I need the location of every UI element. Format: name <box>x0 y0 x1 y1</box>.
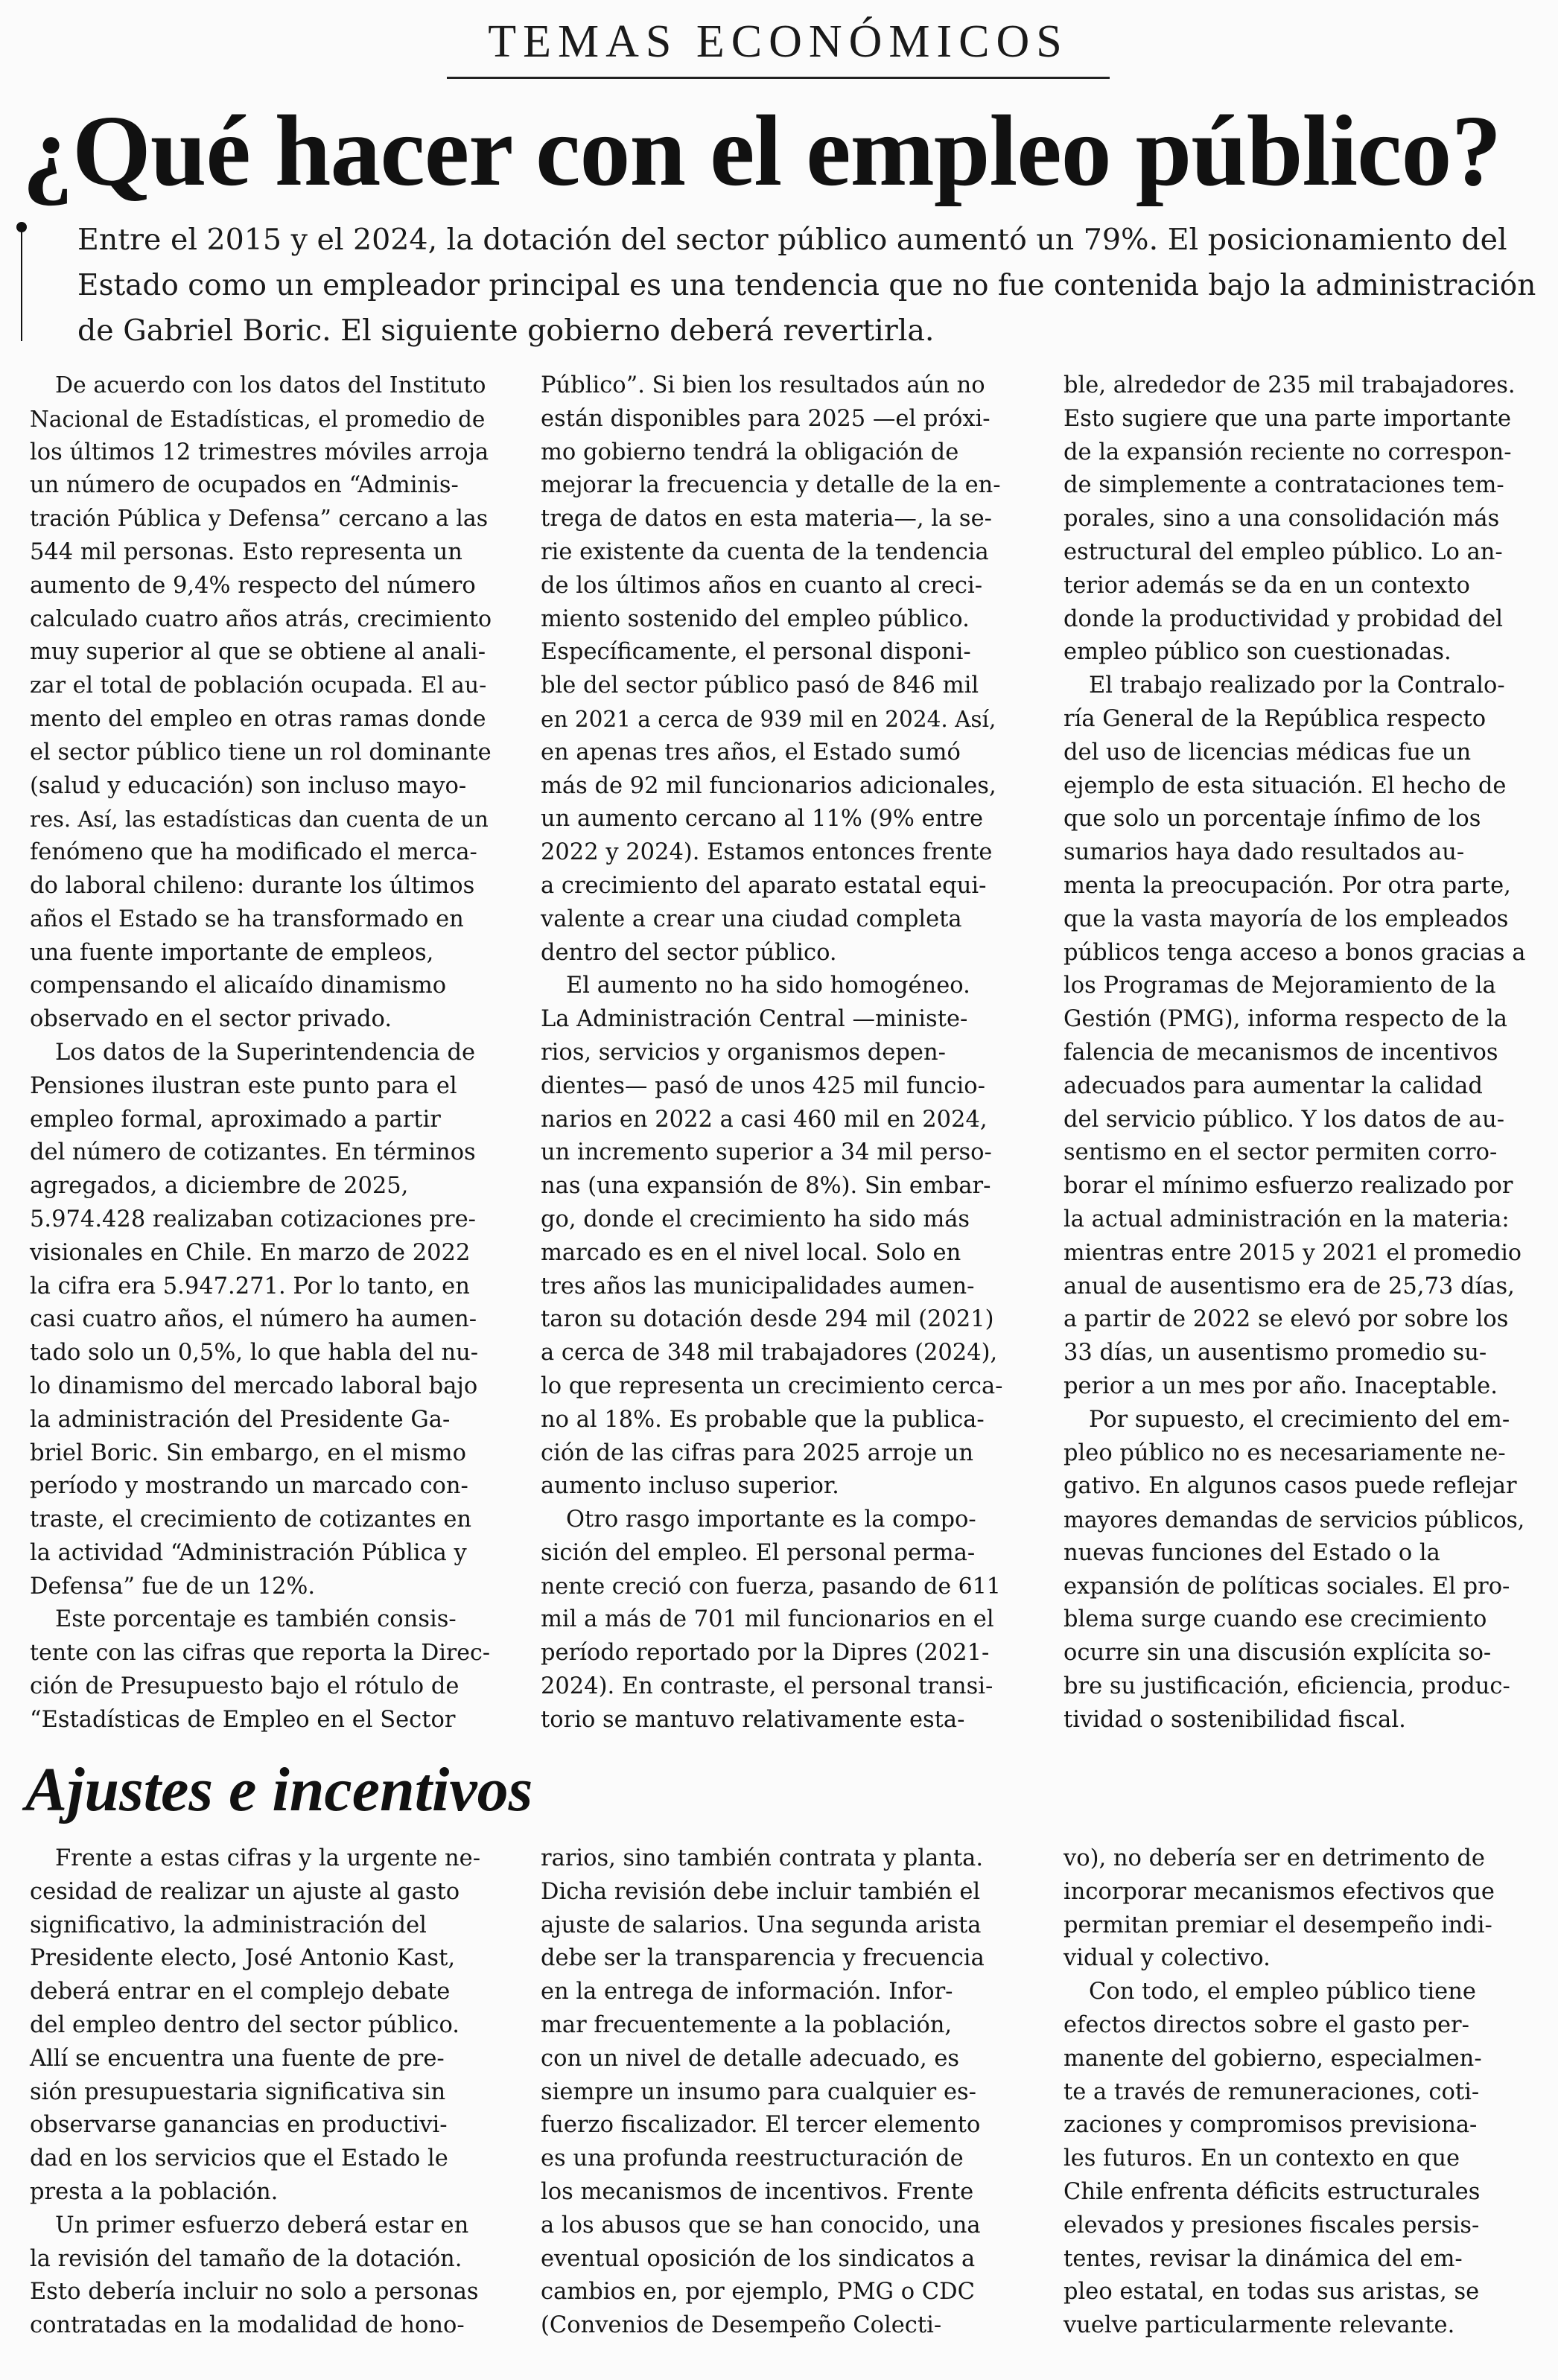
text-line: “Estadísticas de Empleo en el Sector <box>30 1706 456 1733</box>
text-line: de simplemente a contrataciones tem- <box>1063 472 1504 499</box>
body-column-2 <box>541 369 1002 1737</box>
text-line: la actual administración en la materia: <box>1063 1206 1510 1232</box>
text-line: bre su justificación, eficiencia, produc- <box>1063 1673 1510 1700</box>
text-line: Por supuesto, el crecimiento del em- <box>1089 1406 1510 1433</box>
text-line: mo gobierno tendrá la obligación de <box>541 439 959 465</box>
text-line: res. Así, las estadísticas dan cuenta de un <box>30 806 489 833</box>
text-line: efectos directos sobre el gasto per- <box>1063 2011 1469 2038</box>
text-line: briel Boric. Sin embargo, en el mismo <box>30 1439 466 1466</box>
text-line: ocurre sin una discusión explícita so- <box>1063 1640 1492 1667</box>
text-line: sumarios haya dado resultados au- <box>1063 839 1465 866</box>
text-line: cambios en, por ejemplo, PMG o CDC <box>541 2279 975 2306</box>
text-line: muy superior al que se obtiene al anali- <box>30 639 486 666</box>
text-line: tividad o sostenibilidad fiscal. <box>1063 1706 1406 1733</box>
text-line: tres años las municipalidades aumen- <box>541 1273 975 1299</box>
text-line: borar el mínimo esfuerzo realizado por <box>1063 1173 1513 1200</box>
text-line: mejorar la frecuencia y detalle de la en- <box>541 472 1001 499</box>
text-line: Nacional de Estadísticas, el promedio de <box>30 406 486 432</box>
text-line: siempre un insumo para cualquier es- <box>541 2078 976 2105</box>
text-line: del servicio público. Y los datos de au- <box>1063 1106 1505 1133</box>
text-line: ajuste de salarios. Una segunda arista <box>541 1912 982 1938</box>
text-line: perior a un mes por año. Inaceptable. <box>1063 1372 1498 1399</box>
text-line: que solo un porcentaje ínfimo de los <box>1063 806 1481 833</box>
bottom-column-3 <box>1063 1842 1525 2343</box>
text-line: incorporar mecanismos efectivos que <box>1063 1878 1495 1905</box>
text-line: años el Estado se ha transformado en <box>30 906 464 932</box>
dek <box>77 217 1537 354</box>
text-line: 33 días, un ausentismo promedio su- <box>1063 1340 1487 1366</box>
text-line: presta a la población. <box>30 2178 279 2205</box>
text-line: 5.974.428 realizaban cotizaciones pre- <box>30 1206 476 1232</box>
text-line: taron su dotación desde 294 mil (2021) <box>541 1306 994 1333</box>
text-line: no al 18%. Es probable que la publica- <box>541 1406 985 1433</box>
text-line: compensando el alicaído dinamismo <box>30 973 447 999</box>
text-line: a crecimiento del aparato estatal equi- <box>541 872 987 899</box>
text-line: del uso de licencias médicas fue un <box>1063 739 1472 766</box>
text-line: sentismo en el sector permiten corro- <box>1063 1139 1498 1166</box>
text-line: rios, servicios y organismos depen- <box>541 1039 946 1066</box>
text-line: Defensa” fue de un 12%. <box>30 1573 316 1600</box>
text-line: deberá entrar en el complejo debate <box>30 1979 451 2005</box>
text-line: ble del sector público pasó de 846 mil <box>541 672 979 699</box>
text-line: aumento de 9,4% respecto del número <box>30 572 476 599</box>
text-line: Dicha revisión debe incluir también el <box>541 1878 981 1905</box>
text-line: mientras entre 2015 y 2021 el promedio <box>1063 1239 1522 1266</box>
text-line: vuelve particularmente relevante. <box>1063 2312 1455 2339</box>
text-line: debe ser la transparencia y frecuencia <box>541 1945 985 1972</box>
text-line: ción de las cifras para 2025 arroje un <box>541 1439 974 1466</box>
text-line: dad en los servicios que el Estado le <box>30 2145 448 2172</box>
text-line: pleo público no es necesariamente ne- <box>1063 1439 1506 1466</box>
text-line: ría General de la República respecto <box>1063 705 1487 732</box>
text-line: Esto sugiere que una parte importante <box>1063 405 1512 432</box>
text-line: adecuados para aumentar la calidad <box>1063 1072 1483 1099</box>
text-line: un número de ocupados en “Adminis- <box>30 472 459 499</box>
body-column-3 <box>1063 369 1525 1737</box>
section-rule <box>447 77 1110 79</box>
text-line: zaciones y compromisos previsiona- <box>1063 2112 1478 2139</box>
body-column-1 <box>30 369 492 1737</box>
text-line: ble, alrededor de 235 mil trabajadores. <box>1063 372 1516 398</box>
section-header <box>447 13 1110 79</box>
text-line: mento del empleo en otras ramas donde <box>30 705 486 732</box>
text-line: dientes— pasó de unos 425 mil funcio- <box>541 1072 985 1099</box>
text-line: marcado es en el nivel local. Solo en <box>541 1239 961 1266</box>
text-line: lo dinamismo del mercado laboral bajo <box>30 1372 478 1399</box>
text-line: vidual y colectivo. <box>1063 1945 1271 1972</box>
text-line: torio se mantuvo relativamente esta- <box>541 1706 965 1733</box>
text-line: fuerzo fiscalizador. El tercer elemento <box>541 2112 981 2139</box>
text-line: mayores demandas de servicios públicos, <box>1063 1507 1525 1533</box>
text-line: 544 mil personas. Esto representa un <box>30 538 462 565</box>
text-line: en apenas tres años, el Estado sumó <box>541 739 961 766</box>
text-line: terior además se da en un contexto <box>1063 572 1470 599</box>
text-line: Gestión (PMG), informa respecto de la <box>1063 1006 1507 1033</box>
subhead: Ajustes e incentivos <box>25 1755 533 1824</box>
dek-line: Entre el 2015 y el 2024, la dotación del sector público aumentó un 79%. El posicionamiento del <box>77 223 1507 257</box>
text-line: del empleo dentro del sector público. <box>30 2011 460 2038</box>
text-line: agregados, a diciembre de 2025, <box>30 1173 409 1200</box>
text-line: Los datos de la Superintendencia de <box>55 1039 476 1066</box>
text-line: porales, sino a una consolidación más <box>1063 506 1500 532</box>
text-line: narios en 2022 a casi 460 mil en 2024, <box>541 1106 988 1133</box>
text-line: donde la productividad y probidad del <box>1063 605 1503 632</box>
text-line: nuevas funciones del Estado o la <box>1063 1539 1440 1566</box>
text-line: menta la preocupación. Por otra parte, <box>1063 872 1511 899</box>
text-line: trega de datos en esta materia—, la se- <box>541 506 992 532</box>
text-line: rarios, sino también contrata y planta. <box>541 1845 984 1871</box>
text-line: la administración del Presidente Ga- <box>30 1406 451 1433</box>
text-line: los mecanismos de incentivos. Frente <box>541 2178 974 2205</box>
text-line: Pensiones ilustran este punto para el <box>30 1072 457 1099</box>
text-line: mil a más de 701 mil funcionarios en el <box>541 1606 994 1633</box>
text-line: los últimos 12 trimestres móviles arroja <box>30 439 489 465</box>
text-line: gativo. En algunos casos puede reflejar <box>1063 1473 1517 1500</box>
text-line: estructural del empleo público. Lo an- <box>1063 538 1503 565</box>
text-line: Específicamente, el personal disponi- <box>541 639 971 666</box>
text-line: tado solo un 0,5%, lo que habla del nu- <box>30 1340 479 1366</box>
text-line: un incremento superior a 34 mil perso- <box>541 1139 992 1166</box>
bottom-column-1 <box>30 1842 492 2343</box>
text-line: eventual oposición de los sindicatos a <box>541 2245 976 2272</box>
text-line: la cifra era 5.947.271. Por lo tanto, en <box>30 1273 470 1299</box>
section-title: TEMAS ECONÓMICOS <box>488 16 1069 67</box>
text-line: observarse ganancias en productivi- <box>30 2112 448 2139</box>
text-line: go, donde el crecimiento ha sido más <box>541 1206 970 1232</box>
text-line: calculado cuatro años atrás, crecimiento <box>30 605 492 632</box>
text-line: empleo público son cuestionadas. <box>1063 639 1452 666</box>
text-line: a cerca de 348 mil trabajadores (2024), <box>541 1340 998 1366</box>
text-line: más de 92 mil funcionarios adicionales, <box>541 772 996 799</box>
text-line: Esto debería incluir no solo a personas <box>30 2279 479 2306</box>
text-line: (salud y educación) son incluso mayo- <box>30 772 467 799</box>
text-line: De acuerdo con los datos del Instituto <box>55 372 486 398</box>
text-line: cesidad de realizar un ajuste al gasto <box>30 1878 460 1905</box>
dek-line: Estado como un empleador principal es una tendencia que no fue contenida bajo la administración <box>77 269 1536 302</box>
text-line: sición del empleo. El personal perma- <box>541 1539 976 1566</box>
text-line: Allí se encuentra una fuente de pre- <box>30 2045 445 2072</box>
text-line: (Convenios de Desempeño Colecti- <box>541 2312 942 2339</box>
text-line: manente del gobierno, especialmen- <box>1063 2045 1482 2072</box>
text-line: ción de Presupuesto bajo el rótulo de <box>30 1673 460 1700</box>
text-line: rie existente da cuenta de la tendencia <box>541 538 989 565</box>
text-line: están disponibles para 2025 —el próxi- <box>541 405 991 432</box>
text-line: Presidente electo, José Antonio Kast, <box>30 1945 456 1972</box>
text-line: elevados y presiones fiscales persis- <box>1063 2212 1480 2239</box>
text-line: empleo formal, aproximado a partir <box>30 1106 441 1133</box>
text-line: anual de ausentismo era de 25,73 días, <box>1063 1273 1515 1299</box>
text-line: la actividad “Administración Pública y <box>30 1539 467 1566</box>
text-line: a los abusos que se han conocido, una <box>541 2212 981 2239</box>
text-line: do laboral chileno: durante los últimos <box>30 872 475 899</box>
text-line: período reportado por la Dipres (2021- <box>541 1640 990 1667</box>
text-line: en la entrega de información. Infor- <box>541 1979 953 2005</box>
text-line: tración Pública y Defensa” cercano a las <box>30 506 489 532</box>
text-line: que la vasta mayoría de los empleados <box>1063 906 1509 932</box>
text-line: Con todo, el empleo público tiene <box>1089 1979 1476 2005</box>
text-line: blema surge cuando ese crecimiento <box>1063 1606 1487 1633</box>
dek-line: de Gabriel Boric. El siguiente gobierno deberá revertirla. <box>77 314 935 348</box>
text-line: dentro del sector público. <box>541 939 837 966</box>
text-line: es una profunda reestructuración de <box>541 2145 964 2172</box>
text-line: traste, el crecimiento de cotizantes en <box>30 1506 472 1533</box>
text-line: lo que representa un crecimiento cerca- <box>541 1372 1003 1399</box>
text-line: públicos tenga acceso a bonos gracias a <box>1063 939 1526 966</box>
text-line: nas (una expansión de 8%). Sin embar- <box>541 1173 991 1200</box>
text-line: aumento incluso superior. <box>541 1473 839 1500</box>
text-line: observado en el sector privado. <box>30 1006 392 1033</box>
text-line: vo), no debería ser en detrimento de <box>1063 1845 1485 1871</box>
text-line: tente con las cifras que reporta la Direc- <box>30 1640 490 1667</box>
text-line: te a través de remuneraciones, coti- <box>1063 2078 1480 2105</box>
text-line: zar el total de población ocupada. El au- <box>30 672 487 699</box>
dek-marker-icon <box>16 222 27 341</box>
text-line: 2022 y 2024). Estamos entonces frente <box>541 839 993 866</box>
text-line: el sector público tiene un rol dominante <box>30 739 492 766</box>
text-line: de la expansión reciente no correspon- <box>1063 439 1512 465</box>
text-line: El trabajo realizado por la Contralo- <box>1089 672 1505 699</box>
text-line: significativo, la administración del <box>30 1912 427 1938</box>
text-line: Frente a estas cifras y la urgente ne- <box>55 1845 481 1871</box>
text-line: fenómeno que ha modificado el merca- <box>30 839 477 866</box>
text-line: La Administración Central —ministe- <box>541 1006 968 1033</box>
text-line: les futuros. En un contexto en que <box>1063 2145 1460 2172</box>
text-line: expansión de políticas sociales. El pro- <box>1063 1573 1510 1600</box>
text-line: contratadas en la modalidad de hono- <box>30 2312 465 2339</box>
text-line: en 2021 a cerca de 939 mil en 2024. Así, <box>541 706 996 732</box>
text-line: permitan premiar el desempeño indi- <box>1063 1912 1492 1938</box>
text-line: 2024). En contraste, el personal transi- <box>541 1673 993 1700</box>
text-line: El aumento no ha sido homogéneo. <box>566 973 970 999</box>
text-line: los Programas de Mejoramiento de la <box>1063 973 1496 999</box>
text-line: una fuente importante de empleos, <box>30 939 434 966</box>
text-line: visionales en Chile. En marzo de 2022 <box>30 1239 471 1266</box>
text-line: la revisión del tamaño de la dotación. <box>30 2245 462 2272</box>
text-line: Un primer esfuerzo deberá estar en <box>55 2212 469 2239</box>
text-line: miento sostenido del empleo público. <box>541 605 970 632</box>
bottom-column-2 <box>541 1842 1002 2343</box>
text-line: período y mostrando un marcado con- <box>30 1473 468 1500</box>
text-line: Público”. Si bien los resultados aún no <box>541 372 985 398</box>
text-line: casi cuatro años, el número ha aumen- <box>30 1306 477 1333</box>
headline: ¿Qué hacer con el empleo público? <box>22 95 1501 207</box>
text-line: pleo estatal, en todas sus aristas, se <box>1063 2279 1480 2306</box>
text-line: un aumento cercano al 11% (9% entre <box>541 806 984 833</box>
text-line: nente creció con fuerza, pasando de 611 <box>541 1573 1001 1600</box>
text-line: a partir de 2022 se elevó por sobre los <box>1063 1306 1509 1333</box>
text-line: ejemplo de esta situación. El hecho de <box>1063 772 1507 799</box>
text-line: del número de cotizantes. En términos <box>30 1139 476 1166</box>
text-line: mar frecuentemente a la población, <box>541 2011 953 2038</box>
text-line: con un nivel de detalle adecuado, es <box>541 2045 960 2072</box>
text-line: falencia de mecanismos de incentivos <box>1063 1039 1498 1066</box>
text-line: valente a crear una ciudad completa <box>541 906 962 932</box>
text-line: Este porcentaje es también consis- <box>55 1606 457 1633</box>
text-line: de los últimos años en cuanto al creci- <box>541 572 983 599</box>
text-line: Otro rasgo importante es la compo- <box>566 1506 976 1533</box>
text-line: sión presupuestaria significativa sin <box>30 2078 446 2105</box>
text-line: tentes, revisar la dinámica del em- <box>1063 2245 1463 2272</box>
text-line: Chile enfrenta déficits estructurales <box>1063 2178 1481 2205</box>
